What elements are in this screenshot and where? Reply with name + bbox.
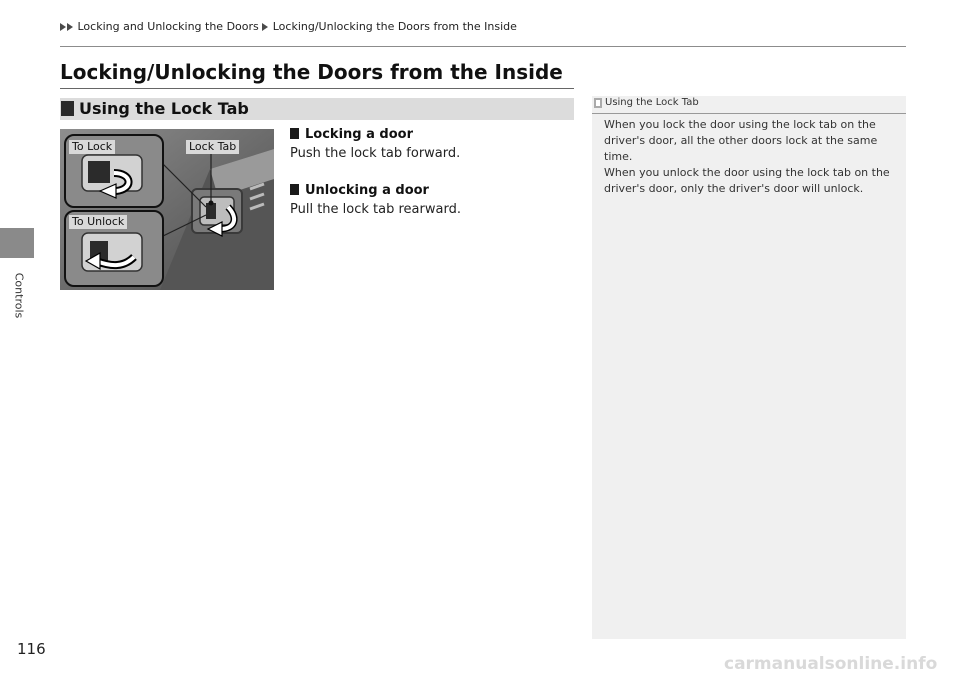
lock-tab-label: Lock Tab	[186, 140, 239, 154]
heading-square-icon	[290, 184, 299, 195]
chapter-label-text: Controls	[12, 272, 26, 319]
note-line: driver's door, only the driver's door will unlock.	[604, 182, 864, 195]
locking-heading-text: Locking a door	[305, 127, 413, 142]
unlocking-heading	[290, 183, 429, 198]
locking-instruction: Push the lock tab forward.	[290, 146, 461, 161]
note-line: When you lock the door using the lock tab on the	[604, 118, 876, 131]
page-number: 116	[17, 640, 46, 658]
breadcrumb-arrow-icon	[262, 23, 268, 31]
title-rule	[60, 88, 574, 89]
section-header	[60, 98, 574, 120]
section-title: Using the Lock Tab	[79, 99, 249, 118]
page-title: Locking/Unlocking the Doors from the Inside	[60, 60, 563, 84]
unlocking-instruction: Pull the lock tab rearward.	[290, 202, 461, 217]
note-line: driver's door, all the other doors lock at the same	[604, 134, 878, 147]
unlocking-heading-text: Unlocking a door	[305, 183, 429, 198]
locking-heading	[290, 127, 413, 142]
chapter-label	[12, 265, 26, 325]
breadcrumb	[60, 20, 517, 33]
to-lock-label: To Lock	[69, 140, 115, 154]
note-line: time.	[604, 150, 633, 163]
note-line: When you unlock the door using the lock tab on the	[604, 166, 890, 179]
watermark: carmanualsonline.info	[724, 654, 938, 674]
chapter-tab[interactable]	[0, 228, 34, 258]
lock-tab-figure	[60, 129, 274, 290]
note-header	[592, 96, 906, 114]
note-reference-icon	[594, 98, 602, 108]
heading-square-icon	[290, 128, 299, 139]
note-title: Using the Lock Tab	[605, 97, 699, 108]
breadcrumb-item[interactable]: Locking/Unlocking the Doors from the Inside	[272, 20, 517, 33]
breadcrumb-arrow-icon	[60, 23, 66, 31]
breadcrumb-item[interactable]: Locking and Unlocking the Doors	[77, 20, 259, 33]
to-unlock-label: To Unlock	[69, 215, 127, 229]
header-rule	[60, 46, 906, 47]
breadcrumb-arrow-icon	[67, 23, 73, 31]
section-square-icon	[61, 101, 74, 116]
